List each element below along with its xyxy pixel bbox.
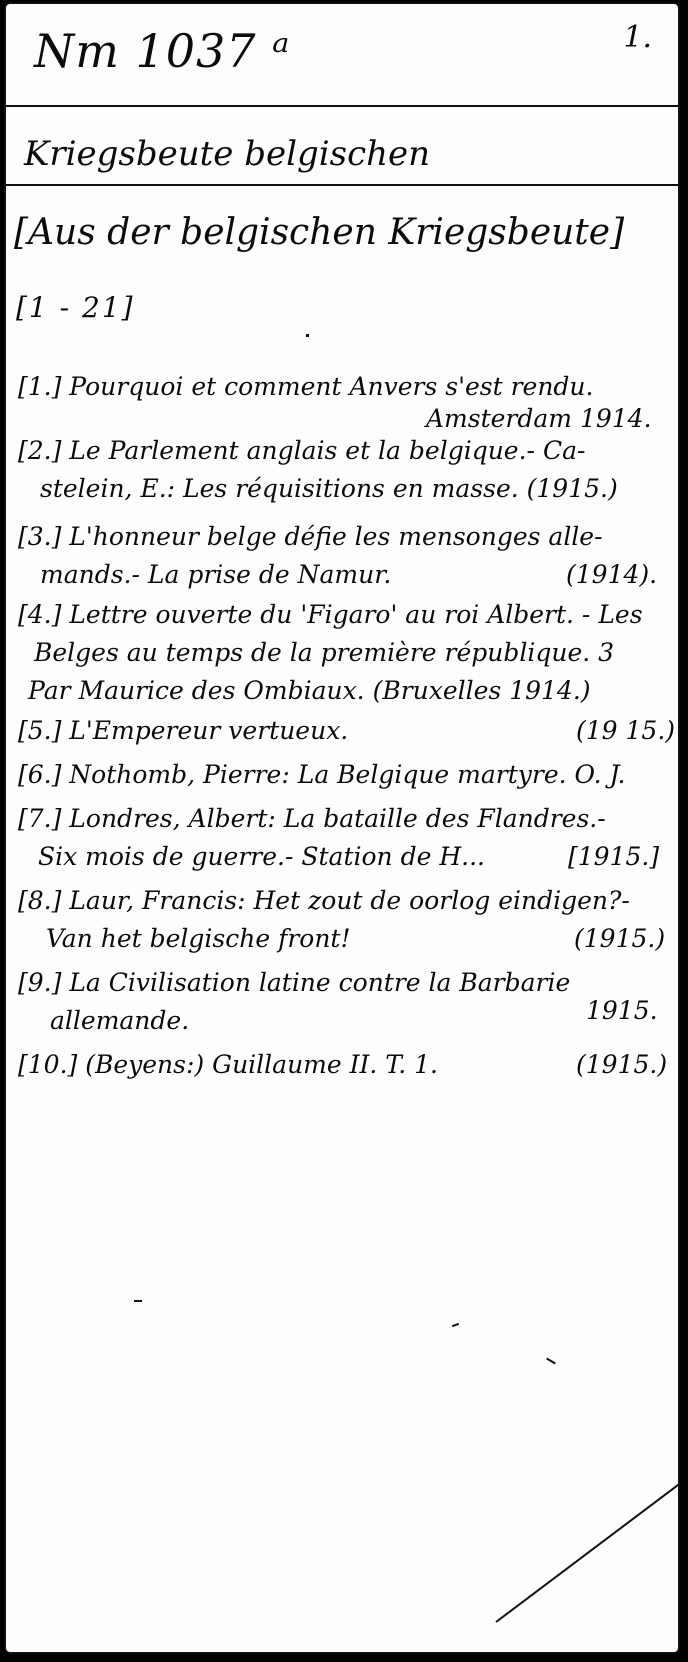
- card-heading: Kriegsbeute belgischen: [24, 134, 431, 174]
- entry-8-line-3: (1915.): [574, 924, 666, 953]
- entry-4-line-1: [4.] Lettre ouverte du 'Figaro' au roi Albert. - Les: [18, 600, 643, 629]
- entry-9-line-2: allemande.: [50, 1006, 190, 1035]
- entry-9-line-1: [9.] La Civilisation latine contre la Barbarie: [18, 968, 571, 997]
- diagonal-strike-line: [6, 4, 680, 1654]
- page-number: 1.: [623, 20, 652, 55]
- entry-10-line-2: (1915.): [576, 1050, 668, 1079]
- entry-1-line-2: Amsterdam 1914.: [426, 404, 652, 433]
- catalog-card: [4, 2, 680, 1654]
- entry-5-line-2: (19 15.): [576, 716, 676, 745]
- entry-1-line-1: [1.] Pourquoi et comment Anvers s'est rendu.: [18, 372, 594, 401]
- entry-3-line-2: mands.- La prise de Namur.: [40, 560, 392, 589]
- entry-6-line-1: [6.] Nothomb, Pierre: La Belgique martyre. O. J.: [18, 760, 626, 789]
- entry-3-line-1: [3.] L'honneur belge défie les mensonges alle-: [18, 522, 603, 551]
- entry-7-line-1: [7.] Londres, Albert: La bataille des Flandres.-: [18, 804, 606, 833]
- entry-3-line-3: (1914).: [566, 560, 658, 589]
- entry-10-line-1: [10.] (Beyens:) Guillaume II. T. 1.: [18, 1050, 439, 1079]
- entry-7-line-3: [1915.]: [568, 842, 660, 871]
- entry-2-line-2: stelein, E.: Les réquisitions en masse. (1915.): [40, 474, 618, 503]
- item-range: [1 - 21]: [16, 291, 135, 324]
- entry-4-line-2: Belges au temps de la première république. 3: [34, 638, 615, 667]
- entry-8-line-1: [8.] Laur, Francis: Het zout de oorlog eindigen?-: [18, 886, 630, 915]
- entry-2-line-1: [2.] Le Parlement anglais et la belgique.- Ca-: [18, 436, 586, 465]
- entry-4-line-3: Par Maurice des Ombiaux. (Bruxelles 1914.): [28, 676, 591, 705]
- entry-8-line-2: Van het belgische front!: [46, 924, 351, 953]
- collection-title: [Aus der belgischen Kriegsbeute]: [14, 212, 625, 253]
- entry-9-line-3: 1915.: [586, 996, 658, 1025]
- entry-5-line-1: [5.] L'Empereur vertueux.: [18, 716, 349, 745]
- entry-7-line-2: Six mois de guerre.- Station de H...: [38, 842, 485, 871]
- call-number: Nm 1037 ᵃ: [34, 24, 291, 78]
